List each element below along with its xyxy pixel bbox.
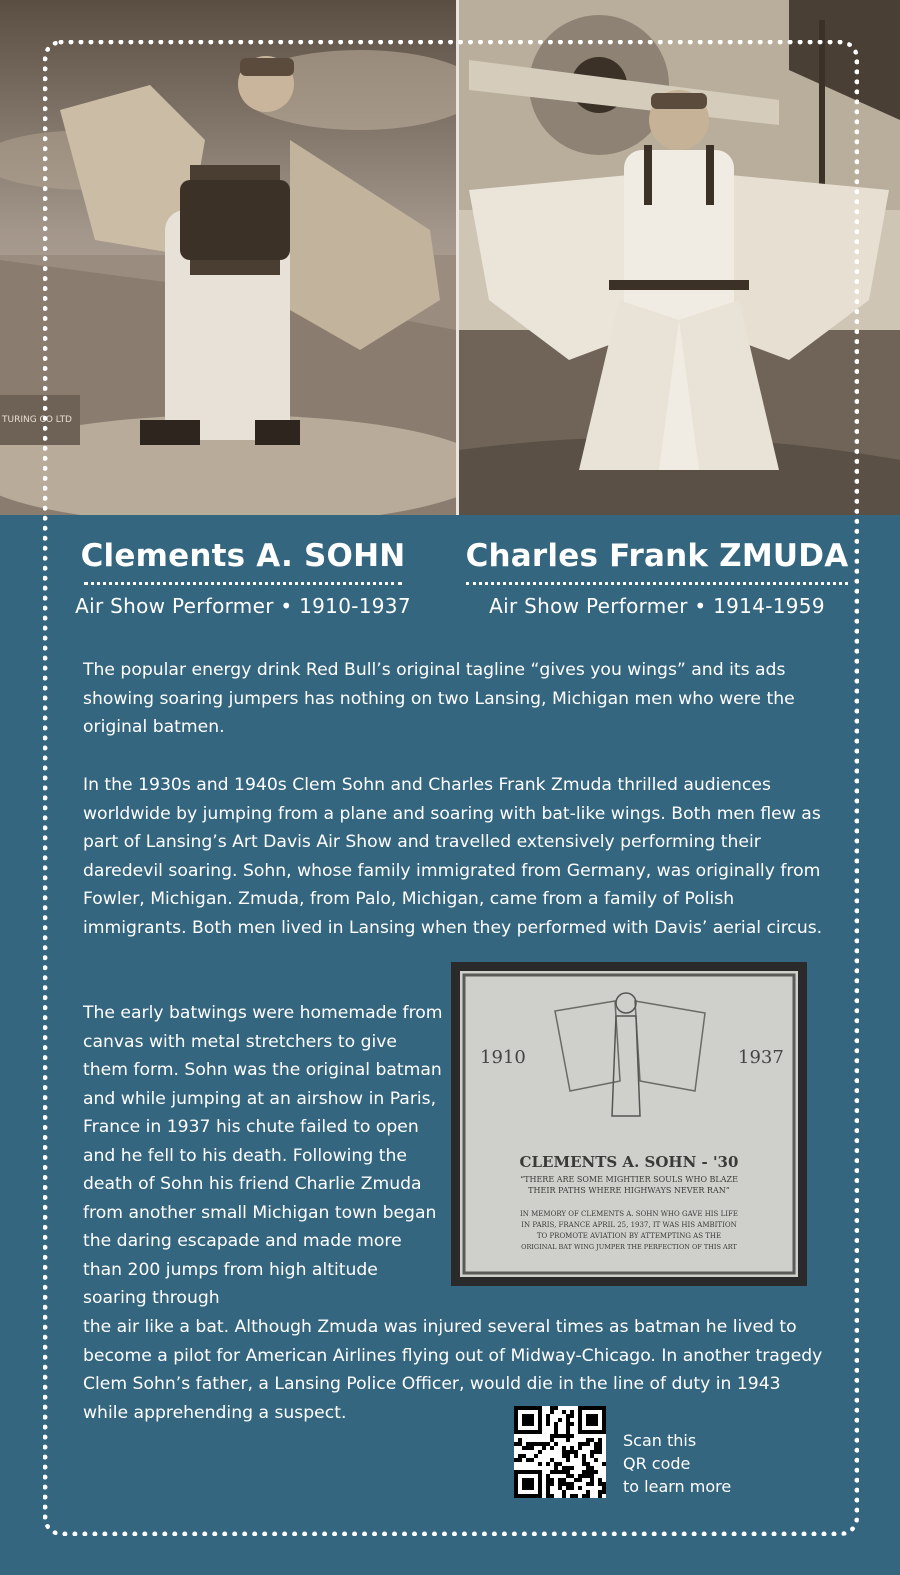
plaque-quote-1: “THERE ARE SOME MIGHTIER SOULS WHO BLAZE xyxy=(520,1175,738,1184)
plaque-body-3: TO PROMOTE AVIATION BY ATTEMPTING AS THE xyxy=(536,1232,722,1240)
paragraph-batwings: The early batwings were homemade from canvas with metal stretchers to give them form. Sohn was the original batman and while jumping at an airshow in Paris, France in 1937 his chute failed to open and he fell to his death. Following the death of Sohn his friend Charlie Zmuda from another small Michigan town began the daring escapade and made more than 200 jumps from high altitude soaring through xyxy=(83,1003,443,1308)
qr-caption-line-2: QR code xyxy=(623,1454,691,1473)
plaque-quote-2: THEIR PATHS WHERE HIGHWAYS NEVER RAN” xyxy=(528,1186,730,1195)
qr-caption-line-1: Scan this xyxy=(623,1431,697,1450)
plaque-year-right: 1937 xyxy=(738,1047,784,1068)
paragraph-legacy: the air like a bat. Although Zmuda was injured several times as batman he lived to become a pilot for American Airlines flying out of Midway-Chicago. In another tragedy Clem Sohn’s father, a Lansing Police Officer, would die in the line of duty in 1943 while apprehending a suspect. xyxy=(83,1317,823,1423)
qr-code[interactable] xyxy=(514,1406,606,1498)
plaque-year-left: 1910 xyxy=(480,1047,526,1068)
memorial-plaque-photo xyxy=(451,962,807,1286)
plaque-title: CLEMENTS A. SOHN - '30 xyxy=(519,1153,739,1171)
plaque-body-2: IN PARIS, FRANCE APRIL 25, 1937, IT WAS HIS AMBITION xyxy=(521,1221,737,1229)
sohn-heading xyxy=(58,538,428,618)
sohn-name: Clements A. SOHN xyxy=(80,538,406,574)
paragraph-intro: The popular energy drink Red Bull’s original tagline “gives you wings” and its ads showing soaring jumpers has nothing on two Lansing, Michigan men who were the original batmen. xyxy=(83,660,795,737)
sohn-role: Air Show Performer • 1910-1937 xyxy=(75,594,411,618)
qr-caption-line-3: to learn more xyxy=(623,1477,732,1496)
plaque-body-4: ORIGINAL BAT WING JUMPER THE PERFECTION OF THIS ART xyxy=(521,1243,737,1251)
zmuda-name: Charles Frank ZMUDA xyxy=(465,538,849,574)
sohn-name-underline xyxy=(84,582,402,585)
zmuda-heading xyxy=(460,538,854,618)
zmuda-role: Air Show Performer • 1914-1959 xyxy=(489,594,825,618)
qr-caption xyxy=(623,1429,763,1498)
plaque-body-1: IN MEMORY OF CLEMENTS A. SOHN WHO GAVE HIS LIFE xyxy=(520,1210,738,1218)
zmuda-name-underline xyxy=(466,582,848,585)
svg-text:TURING CO LTD: TURING CO LTD xyxy=(2,415,72,425)
paragraph-history: In the 1930s and 1940s Clem Sohn and Charles Frank Zmuda thrilled audiences worldwide by jumping from a plane and soaring with bat-like wings. Both men flew as part of Lansing’s Art Davis Air Show and travelled extensively performing their daredevil soaring. Sohn, whose family immigrated from Germany, was originally from Fowler, Michigan. Zmuda, from Palo, Michigan, came from a family of Polish immigrants. Both men lived in Lansing when they performed with Davis’ aerial circus. xyxy=(83,775,823,938)
